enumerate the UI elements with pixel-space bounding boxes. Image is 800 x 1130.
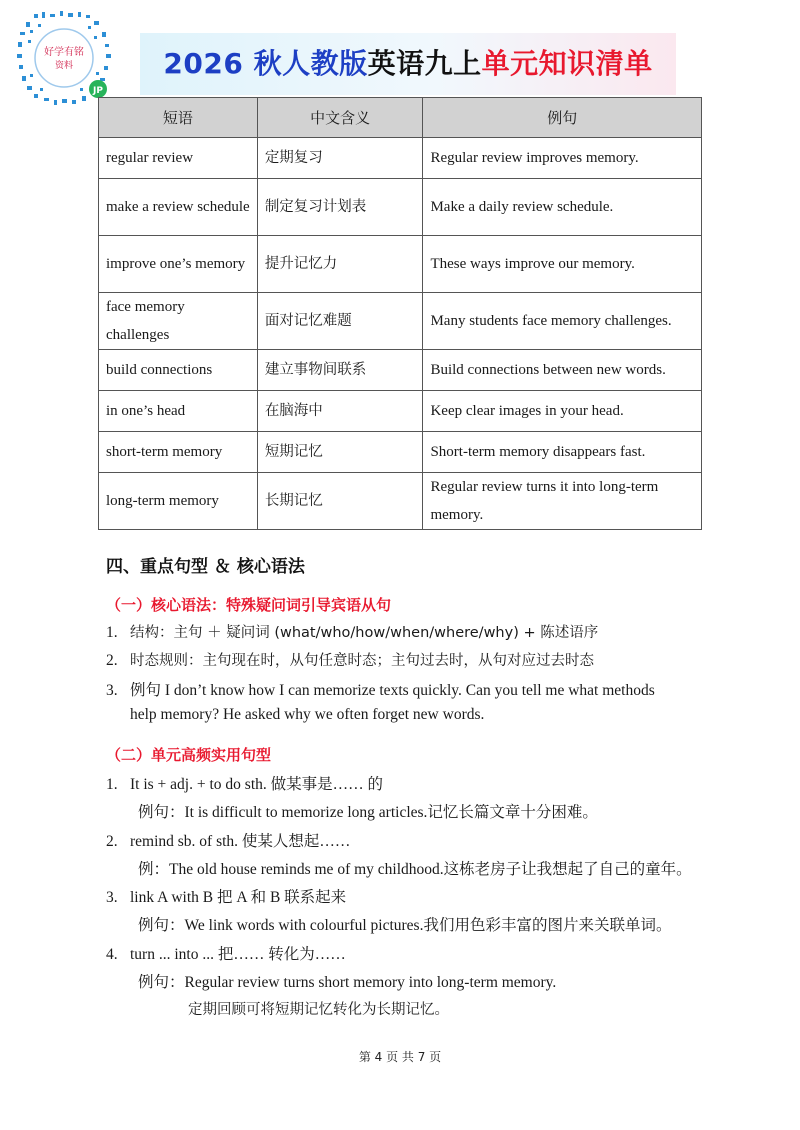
phrase-cell: make a review schedule bbox=[99, 179, 258, 236]
phrase-cell: long-term memory bbox=[99, 473, 258, 530]
logo-text-line2: 资料 bbox=[54, 61, 74, 71]
phrase-cell: regular review bbox=[99, 138, 258, 179]
table-row bbox=[99, 473, 702, 530]
example-cell: Build connections between new words. bbox=[423, 350, 702, 391]
pattern-example: 例句：Regular review turns short memory into long-term memory. bbox=[138, 974, 557, 991]
table-row bbox=[99, 293, 702, 350]
pattern-example-continued: 定期回顾可将短期记忆转化为长期记忆。 bbox=[188, 1002, 449, 1018]
meaning-cell: 面对记忆难题 bbox=[257, 293, 423, 350]
logo-qr-badge bbox=[16, 10, 112, 106]
pattern-example: 例句：It is difficult to memorize long articles.记忆长篇文章十分困难。 bbox=[138, 804, 598, 821]
item-number: 3. bbox=[106, 889, 118, 906]
title-part-3: 单元知识清单 bbox=[481, 47, 653, 80]
example-cell: Keep clear images in your head. bbox=[423, 391, 702, 432]
phrase-cell: improve one’s memory bbox=[99, 236, 258, 293]
phrase-cell: face memory challenges bbox=[99, 293, 258, 350]
table-row bbox=[99, 179, 702, 236]
meaning-cell: 长期记忆 bbox=[257, 473, 423, 530]
item-text: 例句 I don’t know how I can memorize texts quickly. Can you tell me what methods bbox=[130, 682, 655, 699]
meaning-cell: 建立事物间联系 bbox=[257, 350, 423, 391]
pattern-text: turn ... into ... 把…… 转化为…… bbox=[130, 946, 346, 963]
phrase-cell: short-term memory bbox=[99, 432, 258, 473]
pattern-example: 例句：We link words with colourful pictures.我们用色彩丰富的图片来关联单词。 bbox=[138, 917, 672, 934]
grammar-item bbox=[106, 678, 655, 700]
page-number: 第 4 页 共 7 页 bbox=[358, 1050, 442, 1064]
item-number: 2. bbox=[106, 652, 118, 669]
item-text-continued: help memory? He asked why we often forget new words. bbox=[130, 706, 485, 723]
header-example: 例句 bbox=[423, 98, 702, 138]
pattern-text: remind sb. of sth. 使某人想起…… bbox=[130, 833, 351, 850]
item-number: 1. bbox=[106, 624, 118, 641]
phrase-cell: in one’s head bbox=[99, 391, 258, 432]
example-cell: Regular review improves memory. bbox=[423, 138, 702, 179]
meaning-cell: 在脑海中 bbox=[257, 391, 423, 432]
logo-text-line1: 好学有铭 bbox=[44, 47, 84, 58]
title-banner bbox=[140, 33, 676, 95]
pattern-item bbox=[106, 829, 350, 851]
pattern-text: link A with B 把 A 和 B 联系起来 bbox=[130, 889, 347, 906]
header-phrase: 短语 bbox=[99, 98, 258, 138]
pattern-item bbox=[106, 772, 383, 794]
example-cell: Short-term memory disappears fast. bbox=[423, 432, 702, 473]
table-row bbox=[99, 350, 702, 391]
item-number: 1. bbox=[106, 776, 118, 793]
meaning-cell: 定期复习 bbox=[257, 138, 423, 179]
pattern-item bbox=[106, 885, 346, 907]
meaning-cell: 短期记忆 bbox=[257, 432, 423, 473]
logo-badge-text: JP bbox=[93, 86, 103, 96]
table-row bbox=[99, 138, 702, 179]
subsection-title-grammar: （一）核心语法：特殊疑问词引导宾语从句 bbox=[106, 596, 392, 614]
example-cell: Many students face memory challenges. bbox=[423, 293, 702, 350]
item-text: 结构：主句 ＋ 疑问词 (what/who/how/when/where/why) + 陈述语序 bbox=[130, 625, 599, 641]
meaning-cell: 提升记忆力 bbox=[257, 236, 423, 293]
table-row bbox=[99, 236, 702, 293]
title-part-1: 2026 秋人教版 bbox=[163, 47, 368, 80]
pattern-example: 例：The old house reminds me of my childhood.这栋老房子让我想起了自己的童年。 bbox=[138, 861, 692, 878]
vocabulary-table bbox=[98, 97, 702, 530]
title-part-2: 英语九上 bbox=[367, 47, 482, 80]
phrase-cell: build connections bbox=[99, 350, 258, 391]
section-title: 四、重点句型 ＆ 核心语法 bbox=[106, 557, 305, 577]
table-row bbox=[99, 391, 702, 432]
meaning-cell: 制定复习计划表 bbox=[257, 179, 423, 236]
item-number: 2. bbox=[106, 833, 118, 850]
item-number: 4. bbox=[106, 946, 118, 963]
example-cell: Make a daily review schedule. bbox=[423, 179, 702, 236]
header-meaning: 中文含义 bbox=[257, 98, 423, 138]
subsection-title-patterns: （二）单元高频实用句型 bbox=[106, 746, 272, 764]
grammar-item bbox=[106, 621, 598, 642]
table-row bbox=[99, 432, 702, 473]
example-cell: These ways improve our memory. bbox=[423, 236, 702, 293]
example-cell: Regular review turns it into long-term memory. bbox=[423, 473, 702, 530]
pattern-text: It is + adj. + to do sth. 做某事是…… 的 bbox=[130, 776, 383, 793]
item-text: 时态规则：主句现在时，从句任意时态；主句过去时，从句对应过去时态 bbox=[130, 653, 594, 669]
pattern-item bbox=[106, 942, 346, 964]
table-header-row bbox=[99, 98, 702, 138]
item-number: 3. bbox=[106, 682, 118, 699]
grammar-item bbox=[106, 649, 594, 670]
